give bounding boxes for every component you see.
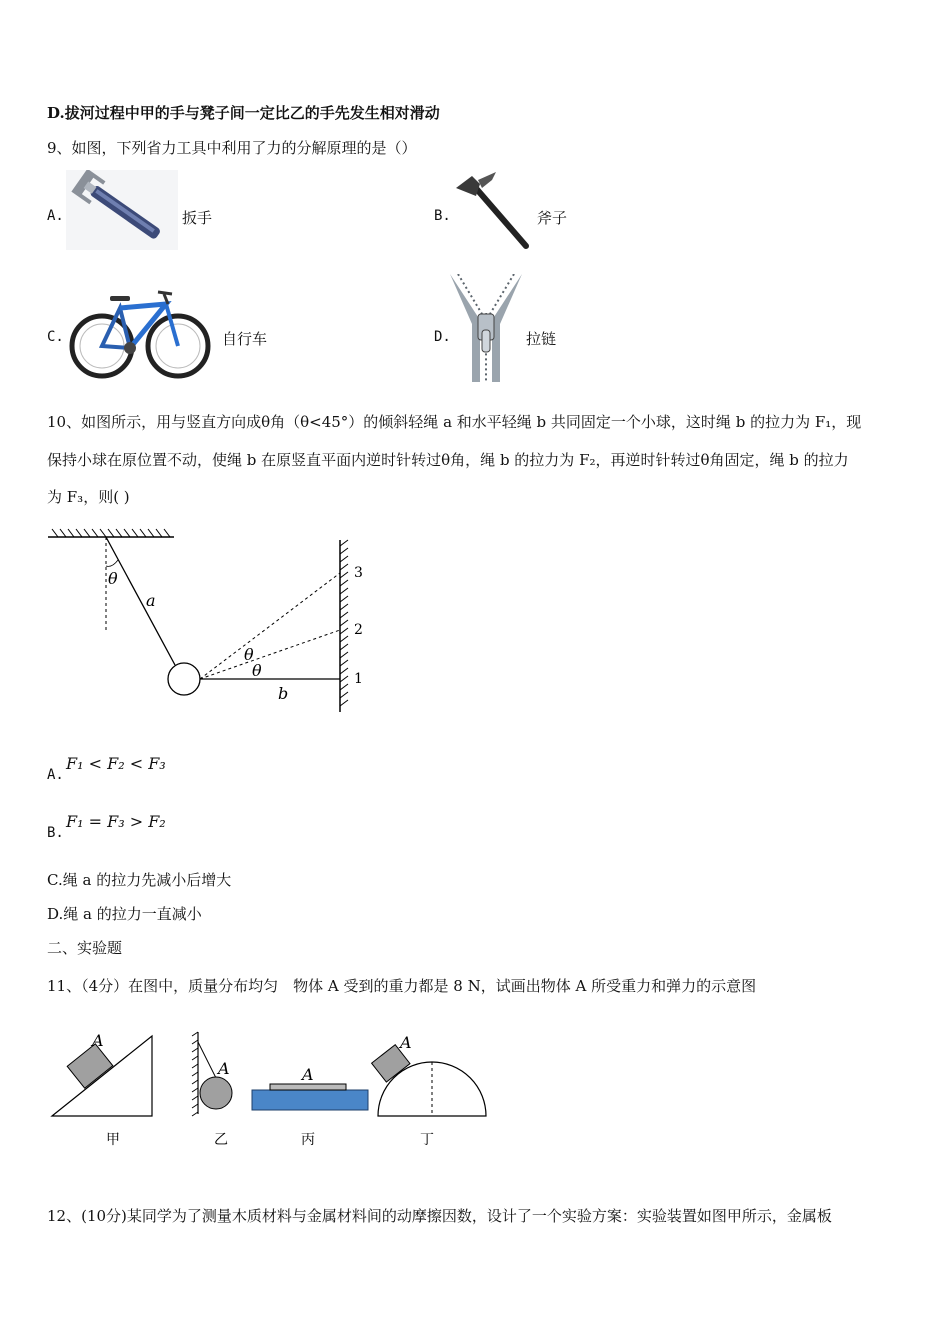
q9-option-d-letter: D. bbox=[434, 329, 451, 345]
q9-option-a-label: 扳手 bbox=[182, 209, 213, 227]
figure-yi bbox=[192, 1032, 232, 1148]
q10-option-a-formula: F₁ < F₂ < F₃ bbox=[66, 754, 166, 773]
q12-stem: 12、(10分)某同学为了测量木质材料与金属材料间的动摩擦因数，设计了一个实验方案：实验装置如图甲所示，金属板 bbox=[47, 1207, 832, 1225]
blue-slab bbox=[252, 1090, 368, 1110]
q9-option-c-label: 自行车 bbox=[222, 330, 268, 348]
bicycle-image bbox=[68, 286, 212, 380]
rope-a bbox=[106, 537, 175, 665]
ball bbox=[168, 663, 200, 695]
figure-ding bbox=[372, 1033, 486, 1148]
mark-1: 1 bbox=[354, 671, 363, 687]
rope-b-position-3 bbox=[200, 573, 340, 679]
jia-block-label: A bbox=[92, 1031, 104, 1050]
q11-figure bbox=[48, 1030, 490, 1152]
caption-jia: 甲 bbox=[106, 1132, 120, 1148]
rope-b-position-2 bbox=[200, 630, 340, 679]
mark-3: 3 bbox=[354, 565, 363, 581]
caption-ding: 丁 bbox=[420, 1132, 434, 1148]
q9-option-d-label: 拉链 bbox=[526, 330, 557, 348]
q10-stem-line3: 为 F₃，则( ) bbox=[47, 488, 130, 506]
mark-2: 2 bbox=[354, 622, 363, 638]
figure-bing bbox=[252, 1065, 368, 1148]
q10-option-a-letter: A. bbox=[47, 767, 64, 783]
rope-b-label: b bbox=[278, 684, 289, 703]
q9-stem: 9、如图，下列省力工具中利用了力的分解原理的是（） bbox=[47, 139, 417, 157]
q8-option-d: D.拔河过程中甲的手与凳子间一定比乙的手先发生相对滑动 bbox=[47, 104, 440, 122]
wall-hatch bbox=[340, 540, 348, 706]
wrench-image bbox=[66, 170, 178, 250]
q9-option-c-letter: C. bbox=[47, 329, 64, 345]
caption-yi: 乙 bbox=[214, 1132, 228, 1148]
q10-option-b-formula: F₁ = F₃ > F₂ bbox=[66, 812, 166, 831]
rope-a-label: a bbox=[146, 591, 156, 610]
q10-stem-line2: 保持小球在原位置不动，使绳 b 在原竖直平面内逆时针转过θ角，绳 b 的拉力为 F₂，再逆时针转过θ角固定，绳 b 的拉力 bbox=[47, 451, 849, 469]
theta-label-1: θ bbox=[252, 661, 262, 680]
q10-figure bbox=[46, 528, 366, 716]
q11-stem: 11、（4分）在图中，质量分布均匀 物体 A 受到的重力都是 8 N，试画出物体 A 所受重力和弹力的示意图 bbox=[47, 977, 757, 995]
bing-block-label: A bbox=[302, 1065, 314, 1084]
q9-option-a-letter: A. bbox=[47, 208, 64, 224]
q10-stem-line1: 10、如图所示，用与竖直方向成θ角（θ<45°）的倾斜轻绳 a 和水平轻绳 b 共同固定一个小球，这时绳 b 的拉力为 F₁，现 bbox=[47, 413, 862, 431]
axe-image bbox=[452, 170, 534, 252]
theta-label-top: θ bbox=[108, 569, 118, 588]
theta-label-2: θ bbox=[244, 645, 254, 664]
q10-option-c: C.绳 a 的拉力先减小后增大 bbox=[47, 871, 232, 889]
q9-option-b-label: 斧子 bbox=[537, 209, 568, 227]
q10-option-d: D.绳 a 的拉力一直减小 bbox=[47, 905, 202, 923]
figure-jia bbox=[52, 1031, 152, 1148]
q10-option-b-letter: B. bbox=[47, 825, 64, 841]
section-2-heading: 二、实验题 bbox=[47, 939, 123, 957]
zipper-image bbox=[448, 274, 524, 382]
ceiling-hatch bbox=[52, 529, 170, 537]
caption-bing: 丙 bbox=[301, 1132, 315, 1148]
q9-option-b-letter: B. bbox=[434, 208, 451, 224]
yi-block-label: A bbox=[218, 1059, 230, 1078]
ding-block-label: A bbox=[400, 1033, 412, 1052]
